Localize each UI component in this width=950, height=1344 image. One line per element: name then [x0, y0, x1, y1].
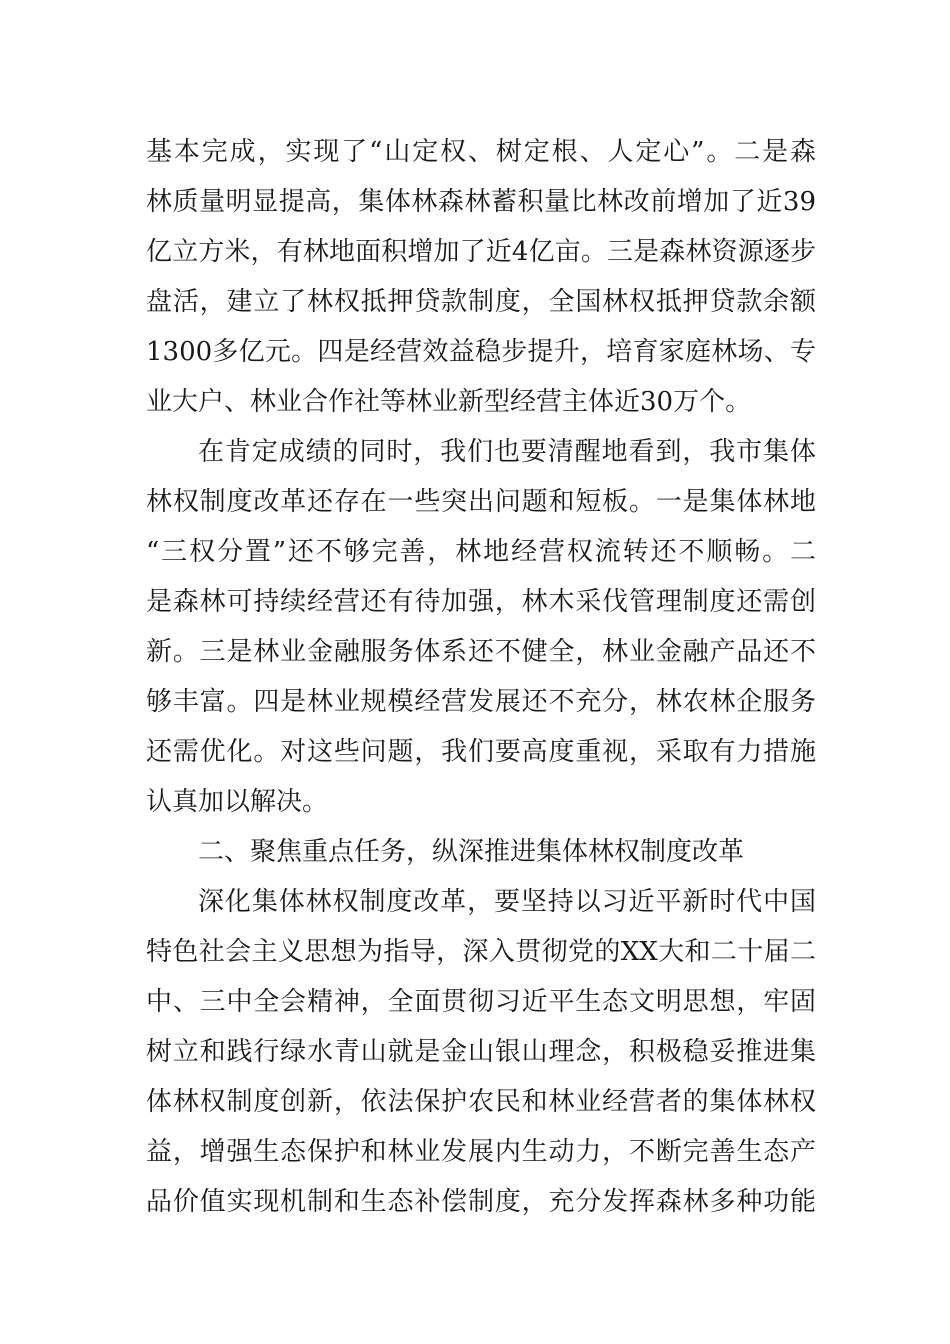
text-line: 够丰富。四是林业规模经营发展还不充分，林农林企服务 [146, 687, 816, 717]
text-line: 是森林可持续经营还有待加强，林木采伐管理制度还需创 [146, 587, 816, 617]
text-line: 认真加以解决。 [146, 787, 329, 817]
text-line: “三权分置”还不够完善，林地经营权流转还不顺畅。二 [146, 537, 816, 567]
text-line: 特色社会主义思想为指导，深入贯彻党的XX大和二十届二 [146, 937, 816, 967]
paragraph-first-line: 深化集体林权制度改革，要坚持以习近平新时代中国 [198, 887, 816, 917]
text-line: 盘活，建立了林权抵押贷款制度，全国林权抵押贷款余额 [146, 287, 816, 317]
text-line: 亿立方米，有林地面积增加了近4亿亩。三是森林资源逐步 [146, 237, 816, 267]
text-line: 基本完成，实现了“山定权、树定根、人定心”。二是森 [146, 137, 816, 167]
text-line: 1300多亿元。四是经营效益稳步提升，培育家庭林场、专 [146, 337, 816, 367]
text-line: 林权制度改革还存在一些突出问题和短板。一是集体林地 [146, 487, 816, 517]
text-line: 林质量明显提高，集体林森林蓄积量比林改前增加了近39 [146, 187, 816, 217]
text-line: 品价值实现机制和生态补偿制度，充分发挥森林多种功能 [146, 1187, 816, 1217]
text-line: 树立和践行绿水青山就是金山银山理念，积极稳妥推进集 [146, 1037, 816, 1067]
section-heading: 二、聚焦重点任务，纵深推进集体林权制度改革 [198, 837, 745, 867]
text-line: 还需优化。对这些问题，我们要高度重视，采取有力措施 [146, 737, 816, 767]
text-line: 新。三是林业金融服务体系还不健全，林业金融产品还不 [146, 637, 816, 667]
paragraph-first-line: 在肯定成绩的同时，我们也要清醒地看到，我市集体 [198, 437, 816, 467]
text-line: 体林权制度创新，依法保护农民和林业经营者的集体林权 [146, 1087, 816, 1117]
text-line: 业大户、林业合作社等林业新型经营主体近30万个。 [146, 387, 752, 417]
text-line: 中、三中全会精神，全面贯彻习近平生态文明思想，牢固 [146, 987, 816, 1017]
text-line: 益，增强生态保护和林业发展内生动力，不断完善生态产 [146, 1137, 816, 1167]
